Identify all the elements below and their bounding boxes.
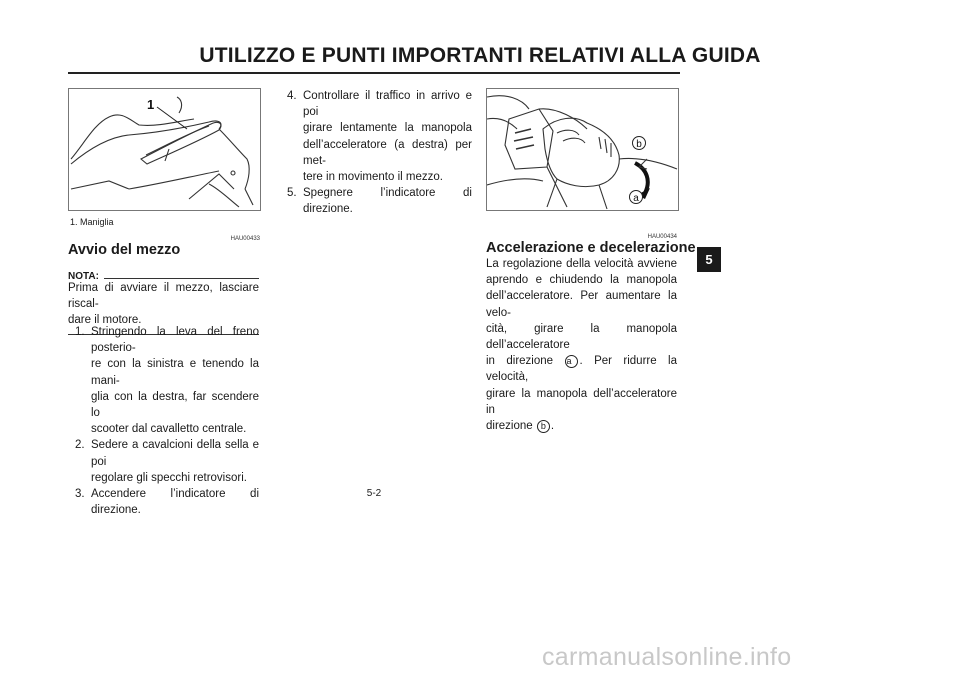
section-code: HAU00433 — [230, 236, 260, 242]
figure-caption: 1. Maniglia — [70, 217, 114, 227]
list-item — [287, 185, 472, 217]
para-line: La regolazione della velocità avviene — [486, 258, 677, 270]
step-number: 5. — [287, 187, 297, 200]
note-line-1: Prima di avviare il mezzo, lasciare riscal- — [68, 282, 259, 311]
scooter-rear-handle-illustration — [69, 89, 260, 210]
step-line: tere in movimento il mezzo. — [303, 171, 443, 184]
step-line: Accendere l’indicatore di direzione. — [91, 488, 259, 517]
title-divider — [68, 72, 680, 74]
step-line: regolare gli specchi retrovisori. — [91, 471, 247, 484]
step-line: dell’acceleratore (a destra) per met- — [303, 138, 472, 167]
step-line: girare lentamente la manopola — [303, 122, 472, 135]
page-number: 5-2 — [366, 488, 382, 499]
list-item — [287, 88, 472, 185]
note-line-2: dare il motore. — [68, 314, 142, 327]
step-line: Sedere a cavalcioni della sella e poi — [91, 439, 259, 468]
figure-label-b: b — [636, 139, 642, 150]
chapter-tab: 5 — [697, 247, 721, 272]
para-text: in direzione — [486, 355, 554, 368]
step-number: 3. — [75, 488, 85, 501]
list-item — [75, 437, 259, 486]
para-line: cità, girare la manopola dell’acceleratore — [486, 322, 677, 352]
steps-list-continued — [287, 88, 472, 218]
para-text: direzione — [486, 420, 533, 433]
watermark: carmanualsonline.info — [542, 643, 792, 671]
para-line — [486, 353, 677, 385]
throttle-grip-illustration — [487, 89, 678, 210]
step-number: 2. — [75, 439, 85, 452]
para-line — [486, 418, 677, 434]
page-title: UTILIZZO E PUNTI IMPORTANTI RELATIVI ALLA GUIDA — [199, 44, 761, 67]
step-line: re con la sinistra e tenendo la mani- — [91, 358, 259, 387]
step-line: glia con la destra, far scendere lo — [91, 390, 259, 420]
figure-label-a: a — [633, 193, 639, 204]
note-top-rule — [104, 278, 259, 279]
para-text: . — [550, 420, 555, 433]
step-line: scooter dal cavalletto centrale. — [91, 423, 247, 436]
list-item — [75, 324, 259, 437]
direction-b-marker: b — [537, 420, 550, 433]
note-label: NOTA: — [68, 271, 102, 282]
para-line: dell’acceleratore. Per aumentare la velo- — [486, 290, 677, 319]
step-line: Controllare il traffico in arrivo e poi — [303, 90, 472, 119]
figure-callout-1: 1 — [147, 97, 155, 112]
section-heading: Accelerazione e decelerazione — [486, 240, 696, 256]
step-number: 1. — [75, 326, 85, 338]
para-text: . Per ridurre la velocità, — [486, 355, 677, 384]
para-line: girare la manopola dell’acceleratore in — [486, 387, 677, 416]
step-number: 4. — [287, 90, 297, 102]
para-line: aprendo e chiudendo la manopola — [486, 274, 677, 287]
step-line: Stringendo la leva del freno posterio- — [91, 326, 259, 355]
direction-a-marker: a — [565, 355, 578, 368]
paragraph — [486, 256, 677, 434]
throttle-figure — [486, 88, 679, 211]
handle-figure — [68, 88, 261, 211]
section-heading: Avvio del mezzo — [68, 242, 181, 258]
section-code: HAU00434 — [647, 234, 677, 240]
step-line: Spegnere l’indicatore di direzione. — [303, 187, 472, 216]
